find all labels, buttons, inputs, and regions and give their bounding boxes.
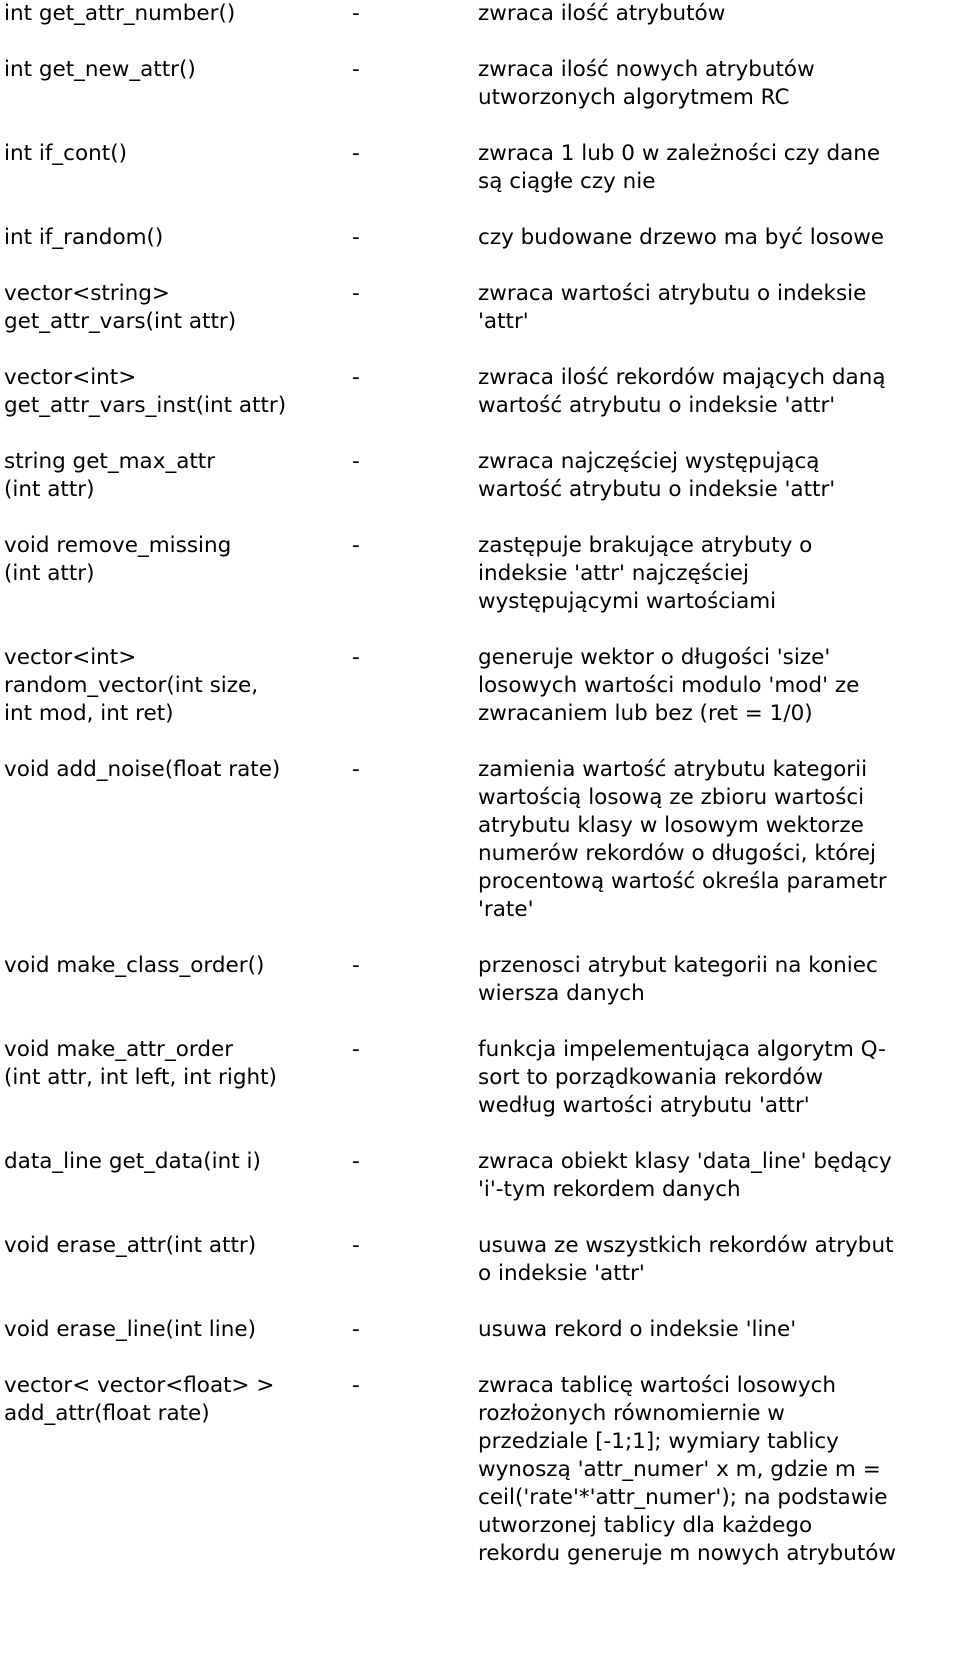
method-signature: vector<string> get_attr_vars(int attr) bbox=[4, 281, 237, 334]
separator-dash: - bbox=[352, 1037, 360, 1062]
method-description: zwraca wartości atrybutu o indeksie 'attr' bbox=[478, 281, 867, 334]
method-signature: int if_random() bbox=[4, 225, 164, 250]
separator-dash: - bbox=[352, 953, 360, 978]
method-signature: void erase_attr(int attr) bbox=[4, 1233, 257, 1258]
method-description: usuwa ze wszystkich rekordów atrybut o indeksie 'attr' bbox=[478, 1233, 894, 1286]
separator-dash: - bbox=[352, 1373, 360, 1398]
method-signature: void make_class_order() bbox=[4, 953, 265, 978]
method-description: przenosci atrybut kategorii na koniec wiersza danych bbox=[478, 953, 878, 1006]
method-entry bbox=[4, 280, 956, 336]
separator-dash: - bbox=[352, 57, 360, 82]
method-entry bbox=[4, 224, 956, 252]
method-signature: void add_noise(float rate) bbox=[4, 757, 281, 782]
method-signature: data_line get_data(int i) bbox=[4, 1149, 261, 1174]
method-entry bbox=[4, 1372, 956, 1568]
separator-dash: - bbox=[352, 141, 360, 166]
separator-dash: - bbox=[352, 533, 360, 558]
method-signature: int get_new_attr() bbox=[4, 57, 196, 82]
method-signature: int if_cont() bbox=[4, 141, 127, 166]
method-entry bbox=[4, 1232, 956, 1288]
method-description: zwraca najczęściej występującą wartość atrybutu o indeksie 'attr' bbox=[478, 449, 836, 502]
method-description: usuwa rekord o indeksie 'line' bbox=[478, 1317, 797, 1342]
separator-dash: - bbox=[352, 365, 360, 390]
method-description: funkcja impelementująca algorytm Q- sort to porządkowania rekordów według wartości atrybutu 'attr' bbox=[478, 1037, 886, 1118]
method-description: zastępuje brakujące atrybuty o indeksie 'attr' najczęściej występującymi wartościami bbox=[478, 533, 813, 614]
method-entry bbox=[4, 0, 956, 28]
method-signature: vector< vector<float> > add_attr(float rate) bbox=[4, 1373, 275, 1426]
separator-dash: - bbox=[352, 281, 360, 306]
method-entry bbox=[4, 1148, 956, 1204]
method-signature: vector<int> random_vector(int size, int mod, int ret) bbox=[4, 645, 259, 726]
method-signature: void erase_line(int line) bbox=[4, 1317, 256, 1342]
method-description: generuje wektor o długości 'size' losowych wartości modulo 'mod' ze zwracaniem lub bez (ret = 1/0) bbox=[478, 645, 860, 726]
separator-dash: - bbox=[352, 1233, 360, 1258]
method-entry bbox=[4, 1316, 956, 1344]
method-entry bbox=[4, 140, 956, 196]
method-signature: string get_max_attr (int attr) bbox=[4, 449, 216, 502]
method-entry bbox=[4, 532, 956, 616]
method-list bbox=[4, 0, 956, 1596]
method-entry bbox=[4, 756, 956, 924]
separator-dash: - bbox=[352, 449, 360, 474]
method-signature: void remove_missing (int attr) bbox=[4, 533, 232, 586]
method-entry bbox=[4, 448, 956, 504]
method-description: zwraca ilość atrybutów bbox=[478, 1, 726, 26]
method-entry bbox=[4, 56, 956, 112]
method-entry bbox=[4, 364, 956, 420]
method-entry bbox=[4, 644, 956, 728]
method-description: zwraca ilość rekordów mających daną wartość atrybutu o indeksie 'attr' bbox=[478, 365, 886, 418]
separator-dash: - bbox=[352, 1149, 360, 1174]
method-description: zwraca obiekt klasy 'data_line' będący 'i'-tym rekordem danych bbox=[478, 1149, 892, 1202]
method-description: zamienia wartość atrybutu kategorii wartością losową ze zbioru wartości atrybutu klasy w losowym wektorze numerów rekordów o długości, której procentową wartość określa parametr 'rate' bbox=[478, 757, 887, 922]
method-description: zwraca 1 lub 0 w zależności czy dane są ciągłe czy nie bbox=[478, 141, 881, 194]
separator-dash: - bbox=[352, 757, 360, 782]
method-signature: int get_attr_number() bbox=[4, 1, 236, 26]
method-description: zwraca tablicę wartości losowych rozłożonych równomiernie w przedziale [-1;1]; wymiary tablicy wynoszą 'attr_numer' x m, gdzie m = ceil('rate'*'attr_numer'); na podstawie utworzonej tablicy dla każdego rekordu generuje m nowych atrybutów bbox=[478, 1373, 896, 1566]
separator-dash: - bbox=[352, 225, 360, 250]
method-entry bbox=[4, 1036, 956, 1120]
method-signature: void make_attr_order (int attr, int left, int right) bbox=[4, 1037, 277, 1090]
method-description: zwraca ilość nowych atrybutów utworzonych algorytmem RC bbox=[478, 57, 815, 110]
separator-dash: - bbox=[352, 1, 360, 26]
separator-dash: - bbox=[352, 1317, 360, 1342]
separator-dash: - bbox=[352, 645, 360, 670]
method-entry bbox=[4, 952, 956, 1008]
method-signature: vector<int> get_attr_vars_inst(int attr) bbox=[4, 365, 287, 418]
method-description: czy budowane drzewo ma być losowe bbox=[478, 225, 885, 250]
